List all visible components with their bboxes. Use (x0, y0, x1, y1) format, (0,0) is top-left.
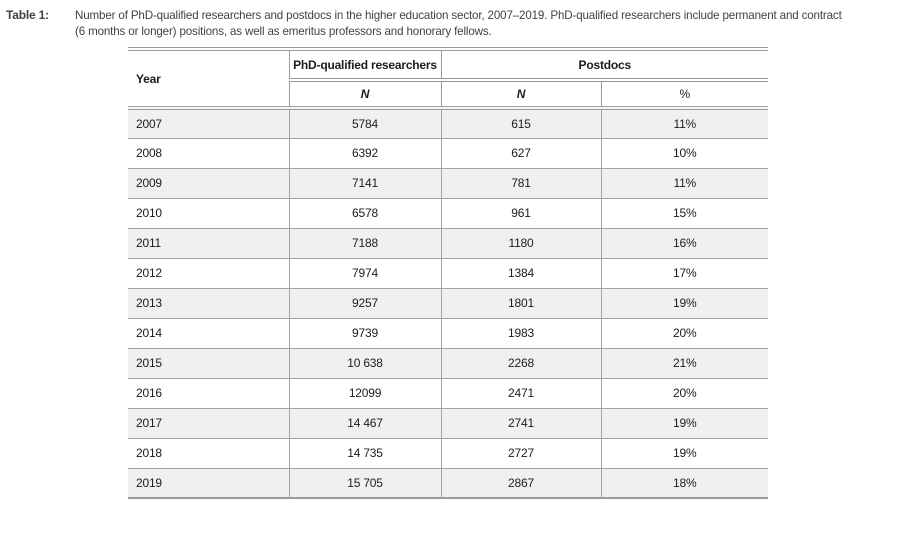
cell-phd-n: 6578 (289, 198, 441, 228)
table-row (128, 228, 768, 258)
cell-year: 2015 (128, 348, 289, 378)
col-header-year: Year (128, 49, 289, 108)
cell-year: 2017 (128, 408, 289, 438)
cell-postdoc-pct: 19% (673, 446, 697, 460)
cell-postdoc-n: 2867 (441, 468, 601, 498)
cell-phd-n: 9739 (289, 318, 441, 348)
cell-postdoc-pct: 19% (601, 408, 768, 438)
cell-year: 2012 (128, 258, 289, 288)
cell-phd-n: 9257 (289, 288, 441, 318)
table-caption (6, 8, 847, 39)
cell-postdoc-pct: 18% (601, 468, 768, 498)
table-row (128, 408, 768, 438)
cell-phd-n: 7141 (289, 168, 441, 198)
col-header-postdocs: Postdocs (441, 49, 768, 80)
cell-phd-n: 14 467 (289, 408, 441, 438)
cell-postdoc-n: 2741 (441, 408, 601, 438)
cell-postdoc-n: 615 (441, 108, 601, 138)
cell-postdoc-n: 2268 (441, 348, 601, 378)
cell-postdoc-n: 1180 (441, 228, 601, 258)
cell-year: 2008 (128, 138, 289, 168)
table-row (128, 108, 768, 138)
table-row (128, 138, 768, 168)
col-header-phd-researchers: PhD-qualified researchers (289, 49, 441, 80)
cell-postdoc-pct: 19% (601, 288, 768, 318)
cell-year: 2018 (128, 438, 289, 468)
cell-year: 2011 (128, 228, 289, 258)
cell-phd-n: 7188 (289, 228, 441, 258)
cell-postdoc-n: 1801 (441, 288, 601, 318)
cell-year: 2010 (128, 198, 289, 228)
cell-phd-n: 15 705 (289, 468, 441, 498)
cell-phd-n: 12099 (289, 378, 441, 408)
cell-postdoc-pct: 20% (673, 326, 697, 340)
cell-phd-n: 14 735 (289, 438, 441, 468)
cell-postdoc-n: 627 (441, 138, 601, 168)
subcol-header-postdoc-pct: % (601, 80, 768, 108)
cell-postdoc-n: 961 (441, 198, 601, 228)
cell-postdoc-n: 1983 (441, 318, 601, 348)
subcol-header-phd-n: N (289, 80, 441, 108)
cell-postdoc-n: 2727 (441, 438, 601, 468)
subcol-header-postdoc-n: N (441, 80, 601, 108)
table-row (128, 378, 768, 408)
cell-phd-n: 6392 (289, 138, 441, 168)
cell-year: 2013 (128, 288, 289, 318)
cell-postdoc-n: 781 (441, 168, 601, 198)
cell-year: 2019 (128, 468, 289, 498)
table-row (128, 318, 768, 348)
table-row (128, 288, 768, 318)
table-caption-label: Table 1: (6, 8, 49, 22)
cell-phd-n: 10 638 (289, 348, 441, 378)
cell-postdoc-pct: 20% (673, 386, 697, 400)
cell-year: 2007 (128, 108, 289, 138)
cell-postdoc-n: 1384 (441, 258, 601, 288)
cell-postdoc-pct: 10% (673, 146, 697, 160)
cell-postdoc-pct: 17% (673, 266, 697, 280)
cell-postdoc-pct: 15% (673, 206, 697, 220)
cell-postdoc-pct: 21% (601, 348, 768, 378)
cell-year: 2014 (128, 318, 289, 348)
cell-phd-n: 7974 (289, 258, 441, 288)
cell-postdoc-n: 2471 (441, 378, 601, 408)
cell-postdoc-pct: 16% (601, 228, 768, 258)
cell-year: 2009 (128, 168, 289, 198)
cell-phd-n: 5784 (289, 108, 441, 138)
header-row-groups (128, 49, 768, 80)
cell-postdoc-pct: 11% (601, 168, 768, 198)
table-row (128, 348, 768, 378)
cell-year: 2016 (128, 378, 289, 408)
table-row (128, 198, 768, 228)
table-row (128, 258, 768, 288)
table-row (128, 468, 768, 498)
table-row (128, 168, 768, 198)
table-caption-text: Number of PhD-qualified researchers and postdocs in the higher education sector, 2007–2019. PhD-qualified researchers include permanent and contract (6 months or longer) positions, as well as emeritus professors and honorary fellows. (75, 9, 842, 38)
cell-postdoc-pct: 11% (601, 108, 768, 138)
phd-postdocs-table (128, 47, 768, 499)
table-row (128, 438, 768, 468)
